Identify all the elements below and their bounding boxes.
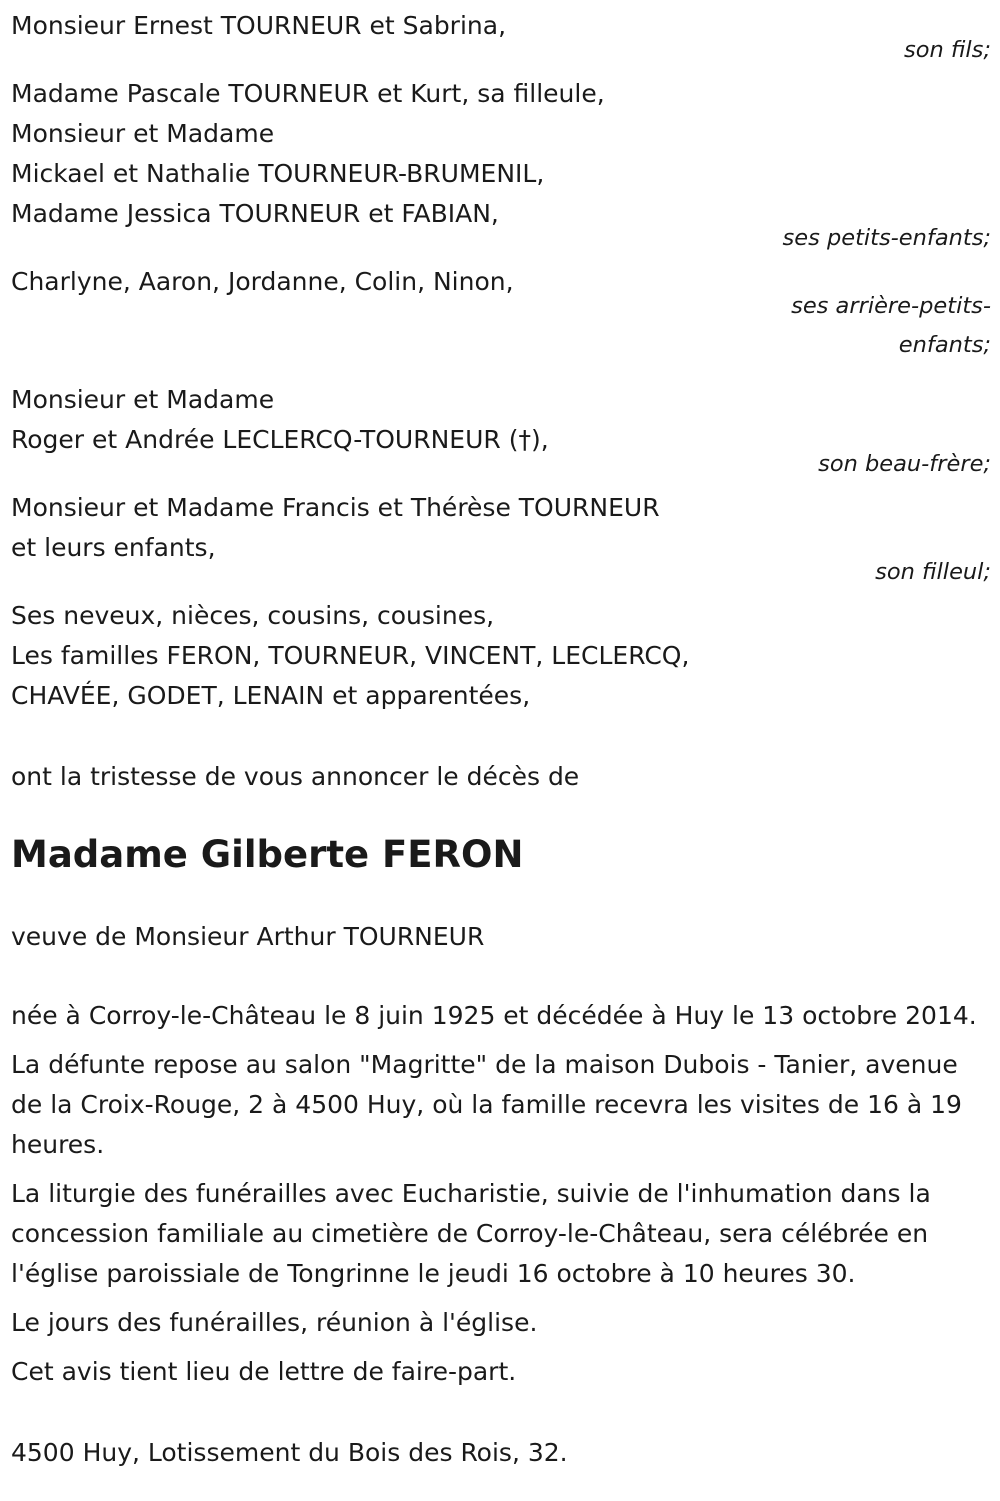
family-line: CHAVÉE, GODET, LENAIN et apparentées, [11,681,531,710]
notice-text: Cet avis tient lieu de lettre de faire-part. [11,1357,517,1386]
relation-label: son beau-frère; [818,451,991,477]
family-line: Ses neveux, nièces, cousins, cousines, [11,601,495,630]
family-line: Les familles FERON, TOURNEUR, VINCENT, LECLERCQ, [11,641,690,670]
repose-text: La défunte repose au salon "Magritte" de la maison Dubois - Tanier, avenue de la Croix-Rouge, 2 à 4500 Huy, où la famille recevra les visites de 16 à 19 heures. [11,1050,962,1159]
relation-label: ses petits-enfants; [782,225,991,251]
family-line: Monsieur et Madame [11,119,275,148]
family-group-son [11,6,991,70]
family-group-great-grandchildren [11,262,991,365]
family-group-extended [11,596,991,716]
family-line: Madame Jessica TOURNEUR et FABIAN, [11,199,499,228]
address-text: 4500 Huy, Lotissement du Bois des Rois, 32. [11,1438,568,1467]
relation-label: enfants; [898,332,991,358]
family-line: Monsieur et Madame [11,385,275,414]
family-group-grandchildren [11,74,991,258]
family-line: Madame Pascale TOURNEUR et Kurt, sa filleule, [11,79,605,108]
deceased-name: Madame Gilberte FERON [11,833,524,876]
spouse-text: veuve de Monsieur Arthur TOURNEUR [11,922,485,951]
birth-death-text: née à Corroy-le-Château le 8 juin 1925 et décédée à Huy le 13 octobre 2014. [11,1001,977,1030]
meeting-text: Le jours des funérailles, réunion à l'église. [11,1308,538,1337]
liturgy-text: La liturgie des funérailles avec Eucharistie, suivie de l'inhumation dans la concession familiale au cimetière de Corroy-le-Château, sera célébrée en l'église paroissiale de Tongrinne le jeudi 16 octobre à 10 heures 30. [11,1179,931,1288]
family-line: et leurs enfants, [11,533,216,562]
family-line: Charlyne, Aaron, Jordanne, Colin, Ninon, [11,267,514,296]
family-group-godson [11,488,991,592]
family-group-brother-in-law [11,380,991,484]
relation-label: son filleul; [875,559,991,585]
family-line: Monsieur et Madame Francis et Thérèse TOURNEUR [11,493,660,522]
relation-label: son fils; [904,37,991,63]
family-line: Monsieur Ernest TOURNEUR et Sabrina, [11,11,507,40]
announcement-text: ont la tristesse de vous annoncer le décès de [11,762,580,791]
family-line: Roger et Andrée LECLERCQ-TOURNEUR (†), [11,425,549,454]
relation-label: ses arrière-petits- [791,293,991,319]
obituary-notice [11,0,991,1473]
family-line: Mickael et Nathalie TOURNEUR-BRUMENIL, [11,159,545,188]
